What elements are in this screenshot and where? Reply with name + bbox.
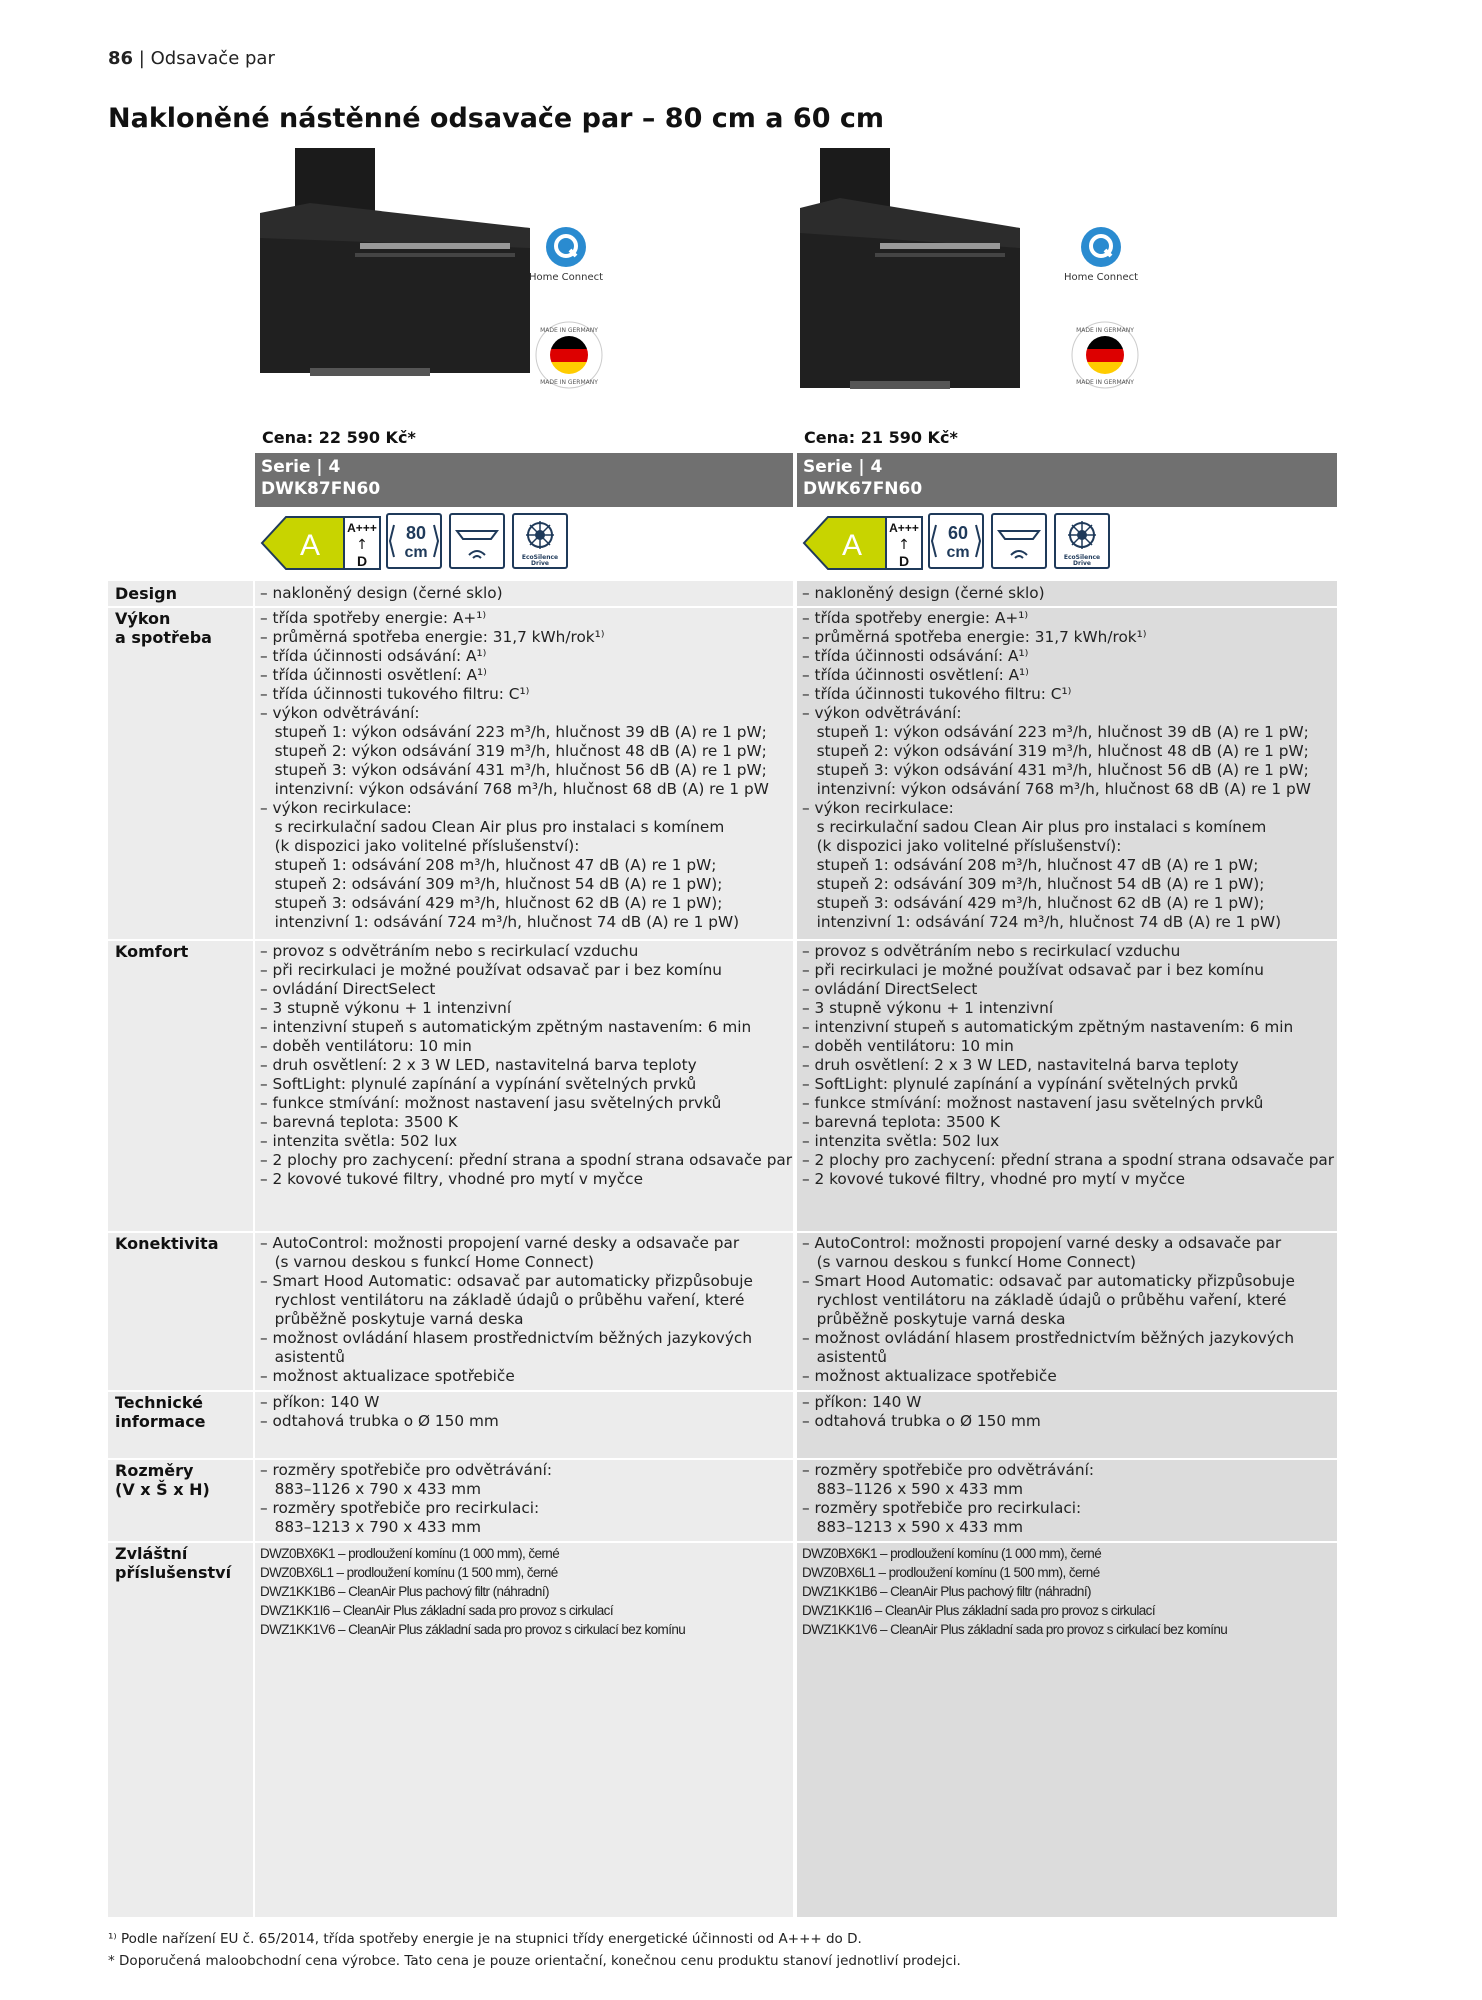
width-unit: cm: [404, 544, 428, 561]
feature-icons-dwk67fn60: [802, 513, 1122, 575]
light-wifi-icon: [449, 513, 505, 569]
energy-class: A: [841, 529, 863, 562]
page-title: Nakloněné nástěnné odsavače par – 80 cm a 60 cm: [108, 103, 885, 134]
energy-label-icon: [802, 513, 924, 573]
header-separator: |: [138, 48, 145, 69]
cell-dwk67fn60: – rozměry spotřebiče pro odvětrávání: 883–1126 x 590 x 433 mm – rozměry spotřebiče pro recirkulaci: 883–1213 x 590 x 433 mm: [802, 1461, 1095, 1536]
cell-dwk67fn60: – nakloněný design (černé sklo): [802, 584, 1045, 602]
svg-text:Drive: Drive: [531, 560, 549, 567]
footnote-price: * Doporučená maloobchodní cena výrobce. Tato cena je pouze orientační, konečnou cenu produktu stanoví jednotliví prodejci.: [108, 1953, 961, 1969]
energy-label-icon: [260, 513, 382, 573]
svg-text:MADE IN GERMANY: MADE IN GERMANY: [1076, 327, 1134, 334]
made-in-germany-seal: [534, 320, 604, 390]
product-image-dwk87fn60: [250, 148, 770, 398]
light-wifi-icon: [991, 513, 1047, 569]
cell-dwk87fn60: – AutoControl: možnosti propojení varné desky a odsavače par (s varnou deskou s funkcí Home Connect) – Smart Hood Automatic: odsavač par automaticky přizpůsobuje rychlost ventilátoru na základě údajů o průběhu vaření, které průběžně poskytuje varná deska – možnost ovládání hlasem prostřednictvím běžných jazykových asistentů – možnost aktualizace spotřebiče: [260, 1234, 753, 1385]
cell-dwk87fn60: – rozměry spotřebiče pro odvětrávání: 883–1126 x 790 x 433 mm – rozměry spotřebiče pro recirkulaci: 883–1213 x 790 x 433 mm: [260, 1461, 553, 1536]
home-connect-badge: [521, 225, 611, 283]
row-label: Výkon a spotřeba: [115, 609, 212, 647]
cell-dwk67fn60: – AutoControl: možnosti propojení varné desky a odsavače par (s varnou deskou s funkcí Home Connect) – Smart Hood Automatic: odsavač par automaticky přizpůsobuje rychlost ventilátoru na základě údajů o průběhu vaření, které průběžně poskytuje varná deska – možnost ovládání hlasem prostřednictvím běžných jazykových asistentů – možnost aktualizace spotřebiče: [802, 1234, 1295, 1385]
svg-text:Drive: Drive: [1073, 560, 1091, 567]
svg-text:MADE IN GERMANY: MADE IN GERMANY: [540, 327, 598, 334]
energy-arrow: ↑: [898, 537, 910, 553]
home-connect-icon: [1079, 225, 1123, 269]
svg-text:EcoSilence: EcoSilence: [1063, 554, 1101, 561]
footnote-energy: ¹⁾ Podle nařízení EU č. 65/2014, třída spotřeby energie je na stupnici třídy energetické účinnosti od A+++ do D.: [108, 1931, 862, 1947]
energy-top: A+++: [347, 521, 377, 535]
svg-text:MADE IN GERMANY: MADE IN GERMANY: [1076, 379, 1134, 386]
energy-class: A: [299, 529, 321, 562]
svg-text:MADE IN GERMANY: MADE IN GERMANY: [540, 379, 598, 386]
product-header-dwk67fn60: [797, 453, 1337, 507]
energy-bottom: D: [898, 553, 910, 569]
svg-text:EcoSilence: EcoSilence: [521, 554, 559, 561]
cell-dwk87fn60: – nakloněný design (černé sklo): [260, 584, 503, 602]
cell-dwk87fn60: – příkon: 140 W – odtahová trubka o Ø 150 mm: [260, 1393, 499, 1430]
price-dwk87fn60: Cena: 22 590 Kč*: [262, 428, 416, 447]
home-connect-label: Home Connect: [528, 272, 604, 283]
home-connect-icon: [544, 225, 588, 269]
row-label: Zvláštní příslušenství: [115, 1544, 232, 1582]
ecosilence-drive-icon: [512, 513, 568, 569]
page-header: [108, 48, 275, 69]
serie-label: Serie | 4: [803, 457, 883, 477]
cell-dwk67fn60: DWZ0BX6K1 – prodloužení komínu (1 000 mm), černé DWZ0BX6L1 – prodloužení komínu (1 500 mm), černé DWZ1KK1B6 – CleanAir Plus pachový filtr (náhradní) DWZ1KK1I6 – CleanAir Plus základní sada pro provoz s cirkulací DWZ1KK1V6 – CleanAir Plus základní sada pro provoz s cirkulací bez komínu: [802, 1546, 1228, 1637]
row-label: Design: [115, 584, 177, 603]
ecosilence-drive-icon: [1054, 513, 1110, 569]
feature-icons-dwk87fn60: [260, 513, 580, 575]
width-icon: [928, 513, 984, 569]
width-unit: cm: [946, 544, 970, 561]
cell-dwk67fn60: – provoz s odvětráním nebo s recirkulací vzduchu – při recirkulaci je možné používat odsavač par i bez komínu – ovládání DirectSelect – 3 stupně výkonu + 1 intenzivní – intenzivní stupeň s automatickým zpětným nastavením: 6 min – doběh ventilátoru: 10 min – druh osvětlení: 2 x 3 W LED, nastavitelná barva teploty – SoftLight: plynulé zapínání a vypínání světelných prvků – funkce stmívání: možnost nastavení jasu světelných prvků – barevná teplota: 3500 K – intenzita světla: 502 lux – 2 plochy pro zachycení: přední strana a spodní strana odsavače par – 2 kovové tukové filtry, vhodné pro mytí v myčce: [802, 942, 1335, 1188]
width-value: 80: [405, 523, 427, 543]
row-label: Komfort: [115, 942, 189, 961]
product-image-dwk67fn60: [790, 148, 1310, 398]
cell-dwk87fn60: DWZ0BX6K1 – prodloužení komínu (1 000 mm), černé DWZ0BX6L1 – prodloužení komínu (1 500 mm), černé DWZ1KK1B6 – CleanAir Plus pachový filtr (náhradní) DWZ1KK1I6 – CleanAir Plus základní sada pro provoz s cirkulací DWZ1KK1V6 – CleanAir Plus základní sada pro provoz s cirkulací bez komínu: [260, 1546, 686, 1637]
width-value: 60: [947, 523, 969, 543]
cell-dwk67fn60: – příkon: 140 W – odtahová trubka o Ø 150 mm: [802, 1393, 1041, 1430]
energy-bottom: D: [356, 553, 368, 569]
home-connect-badge: [1056, 225, 1146, 283]
width-icon: [386, 513, 442, 569]
cell-dwk87fn60: – provoz s odvětráním nebo s recirkulací vzduchu – při recirkulaci je možné používat odsavač par i bez komínu – ovládání DirectSelect – 3 stupně výkonu + 1 intenzivní – intenzivní stupeň s automatickým zpětným nastavením: 6 min – doběh ventilátoru: 10 min – druh osvětlení: 2 x 3 W LED, nastavitelná barva teploty – SoftLight: plynulé zapínání a vypínání světelných prvků – funkce stmívání: možnost nastavení jasu světelných prvků – barevná teplota: 3500 K – intenzita světla: 502 lux – 2 plochy pro zachycení: přední strana a spodní strana odsavače par – 2 kovové tukové filtry, vhodné pro mytí v myčce: [260, 942, 793, 1188]
product-header-dwk87fn60: [255, 453, 793, 507]
energy-top: A+++: [889, 521, 919, 535]
model-number: DWK67FN60: [803, 479, 923, 499]
energy-arrow: ↑: [356, 537, 368, 553]
cell-dwk67fn60: – třída spotřeby energie: A+¹⁾ – průměrná spotřeba energie: 31,7 kWh/rok¹⁾ – třída účinnosti odsávání: A¹⁾ – třída účinnosti osvětlení: A¹⁾ – třída účinnosti tukového filtru: C¹⁾ – výkon odvětrávání: stupeň 1: výkon odsávání 223 m³/h, hlučnost 39 dB (A) re 1 pW; stupeň 2: výkon odsávání 319 m³/h, hlučnost 48 dB (A) re 1 pW; stupeň 3: výkon odsávání 431 m³/h, hlučnost 56 dB (A) re 1 pW; intenzivní: výkon odsávání 768 m³/h, hlučnost 68 dB (A) re 1 pW – výkon recirkulace: s recirkulační sadou Clean Air plus pro instalaci s komínem (k dispozici jako volitelné příslušenství): stupeň 1: odsávání 208 m³/h, hlučnost 47 dB (A) re 1 pW; stupeň 2: odsávání 309 m³/h, hlučnost 54 dB (A) re 1 pW); stupeň 3: odsávání 429 m³/h, hlučnost 62 dB (A) re 1 pW); intenzivní 1: odsávání 724 m³/h, hlučnost 74 dB (A) re 1 pW): [802, 609, 1311, 931]
made-in-germany-seal: [1070, 320, 1140, 390]
row-label: Technické informace: [115, 1393, 206, 1431]
model-number: DWK87FN60: [261, 479, 381, 499]
cell-dwk87fn60: – třída spotřeby energie: A+¹⁾ – průměrná spotřeba energie: 31,7 kWh/rok¹⁾ – třída účinnosti odsávání: A¹⁾ – třída účinnosti osvětlení: A¹⁾ – třída účinnosti tukového filtru: C¹⁾ – výkon odvětrávání: stupeň 1: výkon odsávání 223 m³/h, hlučnost 39 dB (A) re 1 pW; stupeň 2: výkon odsávání 319 m³/h, hlučnost 48 dB (A) re 1 pW; stupeň 3: výkon odsávání 431 m³/h, hlučnost 56 dB (A) re 1 pW; intenzivní: výkon odsávání 768 m³/h, hlučnost 68 dB (A) re 1 pW – výkon recirkulace: s recirkulační sadou Clean Air plus pro instalaci s komínem (k dispozici jako volitelné příslušenství): stupeň 1: odsávání 208 m³/h, hlučnost 47 dB (A) re 1 pW; stupeň 2: odsávání 309 m³/h, hlučnost 54 dB (A) re 1 pW); stupeň 3: odsávání 429 m³/h, hlučnost 62 dB (A) re 1 pW); intenzivní 1: odsávání 724 m³/h, hlučnost 74 dB (A) re 1 pW): [260, 609, 769, 931]
serie-label: Serie | 4: [261, 457, 341, 477]
home-connect-label: Home Connect: [1063, 272, 1139, 283]
section-name: Odsavače par: [150, 48, 275, 69]
page-number: 86: [108, 48, 134, 69]
price-dwk67fn60: Cena: 21 590 Kč*: [804, 428, 958, 447]
row-label: Rozměry (V x Š x H): [115, 1461, 210, 1499]
row-label: Konektivita: [115, 1234, 219, 1253]
